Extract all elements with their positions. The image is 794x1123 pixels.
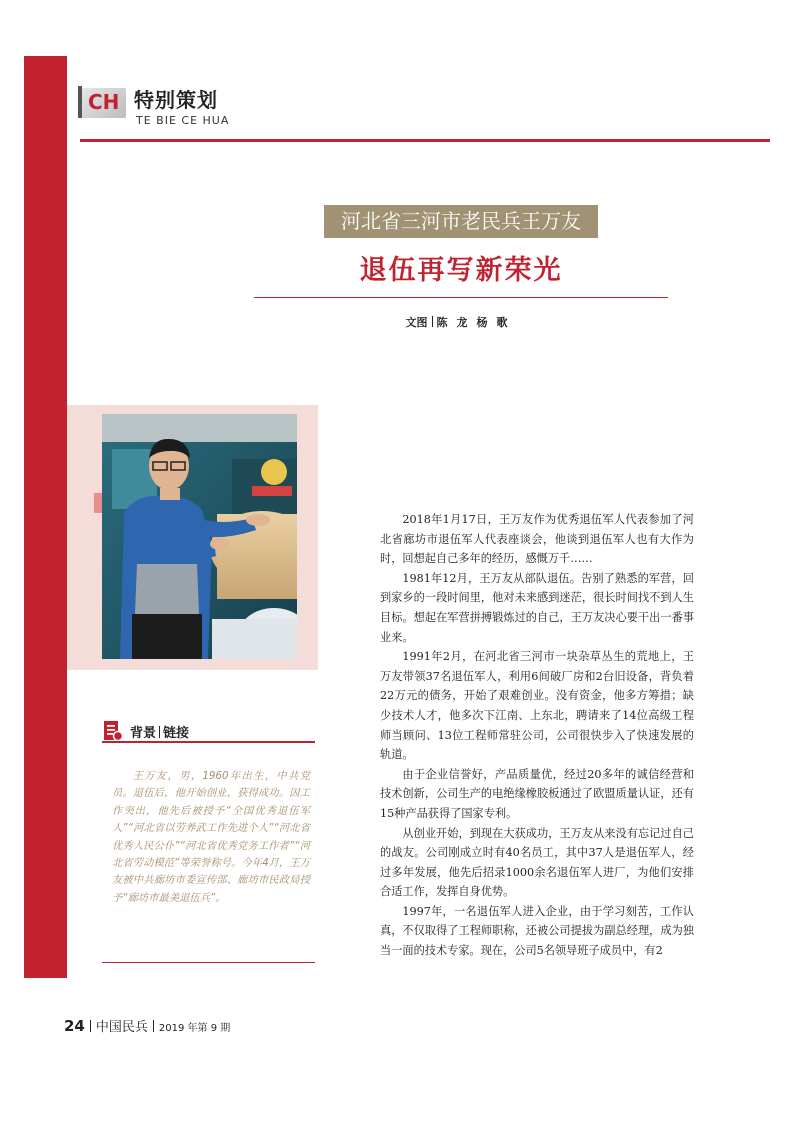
body-paragraph: 1997年，一名退伍军人进入企业，由于学习刻苦，工作认真，不仅取得了工程师职称，还被公司提拔为副总经理，成为独当一面的技术专家。现在，公司5名领导班子成员中，有2: [380, 904, 694, 958]
sidebar-bottom-rule: [102, 962, 315, 963]
section-title: 特别策划: [134, 88, 218, 112]
issue-label: 2019 年第 9 期: [158, 1023, 231, 1034]
sidebar-heading: [130, 722, 189, 741]
article-body: [380, 510, 694, 961]
byline-authors: 陈龙杨歌: [436, 316, 517, 329]
article-kicker: 河北省三河市老民兵王万友: [324, 205, 598, 238]
sidebar-heading-a: 背景: [130, 726, 157, 741]
section-logo-text: CH: [88, 90, 120, 114]
page-number: 24: [64, 1017, 85, 1035]
body-paragraph: 2018年1月17日，王万友作为优秀退伍军人代表参加了河北省廊坊市退伍军人代表座谈会，他谈到退伍军人也有大作为时，回想起自己多年的经历，感慨万千……: [380, 513, 694, 566]
body-paragraph: 1991年2月，在河北省三河市一块杂草丛生的荒地上，王万友带领37名退伍军人，利用6间破厂房和2台旧设备，背负着22万元的债务，开始了艰难创业。没有资金，他多方筹措；缺少技术人才，他多次下江南、上东北，聘请来了14位高级工程师当顾问、13位工程师常驻公司，公司很快步入了快速发展的轨道。: [380, 650, 694, 762]
article-byline: [254, 314, 668, 330]
photo-frame-tab: [94, 493, 102, 513]
sidebar-divider: [102, 741, 315, 743]
section-logo: [76, 84, 126, 120]
body-paragraph: 从创业开始，到现在大获成功，王万友从来没有忘记过自己的战友。公司刚成立时有40名员工，其中37人是退伍军人，经过多年发展，他先后招录1000余名退伍军人进厂，为他们安排合适工作，发挥自身优势。: [380, 826, 694, 899]
article-headline: 退伍再写新荣光: [359, 255, 563, 286]
sidebar-heading-b: 链接: [163, 726, 190, 741]
page-footer: [64, 1016, 230, 1035]
left-accent-bar: [24, 56, 67, 978]
body-paragraph: 1981年12月，王万友从部队退伍。告别了熟悉的军营，回到家乡的一段时间里，他对未来感到迷茫，很长时间找不到人生目标。想起在军营拼搏锻炼过的自己，王万友决心要干出一番事业来。: [380, 571, 694, 644]
sidebar-text: 王万友，男，1960年出生，中共党员。退伍后，他开始创业，获得成功。因工作突出，他先后被授予“全国优秀退伍军人”“河北省以劳养武工作先进个人”“河北省优秀人民公仆”“河北省优秀党务工作者”“河北省劳动模范”等荣誉称号。今年4月，王万友被中共廊坊市委宣传部、廊坊市民政局授予“廊坊市最美退伍兵”。: [112, 770, 310, 904]
byline-label: 文图: [405, 316, 428, 329]
section-pinyin: TE BIE CE HUA: [136, 114, 230, 127]
article-photo: [102, 414, 297, 659]
title-divider: [254, 297, 668, 298]
magazine-name: 中国民兵: [95, 1020, 148, 1035]
document-icon: [102, 720, 124, 742]
body-paragraph: 由于企业信誉好，产品质量优，经过20多年的诚信经营和技术创新，公司生产的电绝缘橡胶板通过了欧盟质量认证，还有15种产品获得了国家专利。: [380, 767, 694, 820]
header-divider: [80, 139, 770, 142]
